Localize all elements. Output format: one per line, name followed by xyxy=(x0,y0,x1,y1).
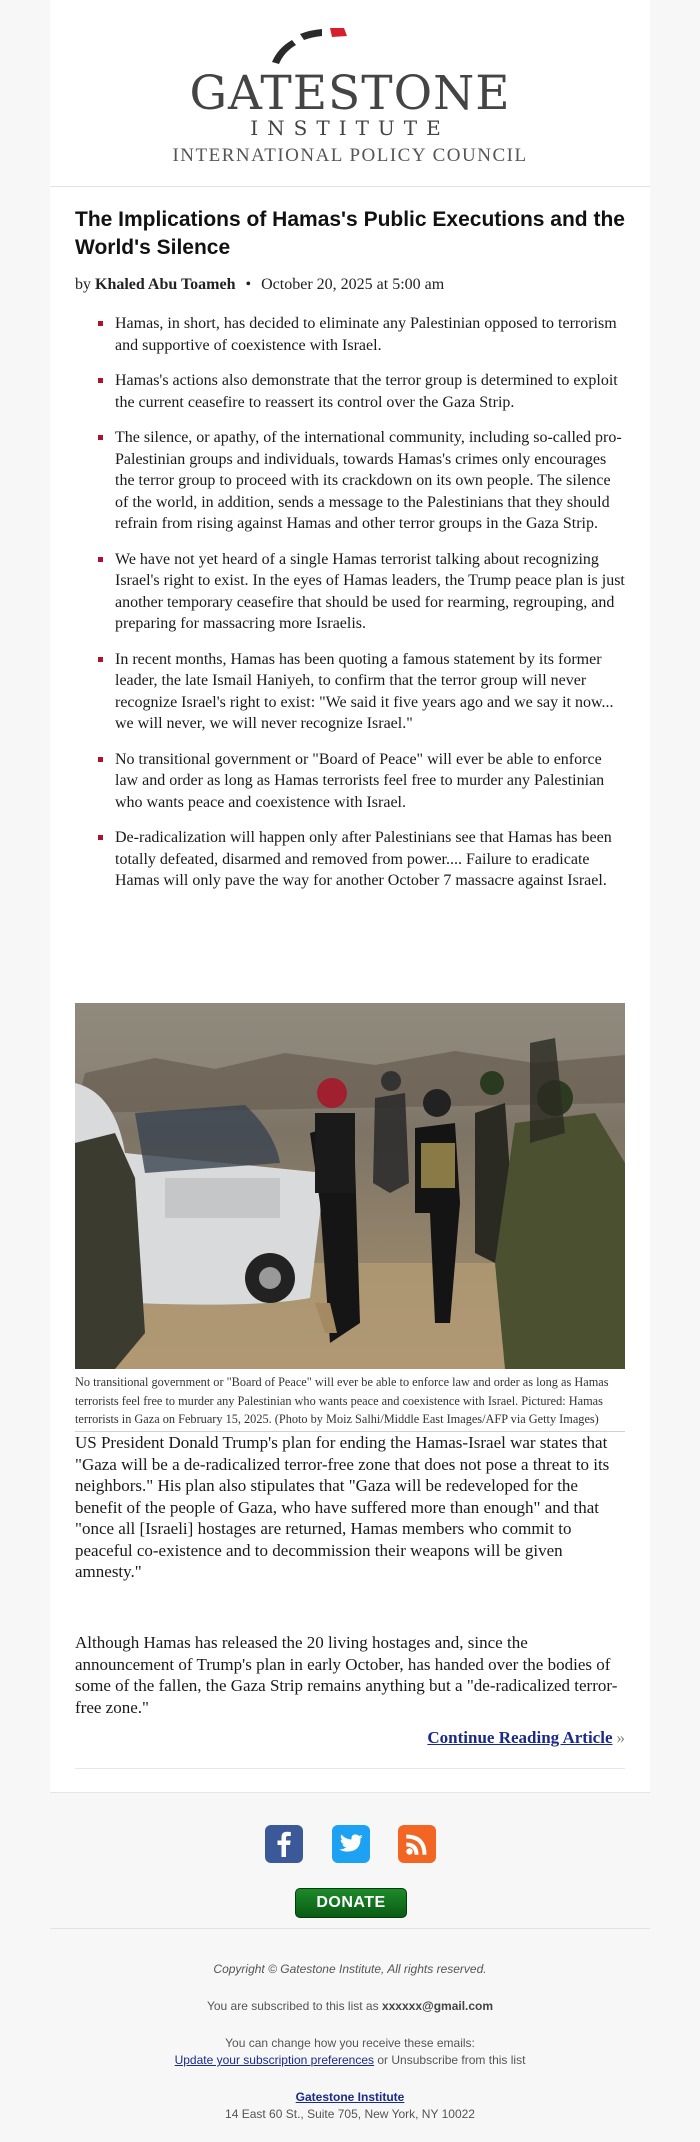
article-title[interactable]: The Implications of Hamas's Public Executions and the World's Silence xyxy=(75,208,625,259)
key-point xyxy=(75,313,625,356)
key-point-text: Hamas's actions also demonstrate that the terror group is determined to exploit the current ceasefire to reassert its control over the Gaza Strip. xyxy=(115,372,618,411)
donate-button[interactable]: DONATE xyxy=(295,1888,407,1918)
author-name[interactable]: Khaled Abu Toameh xyxy=(95,276,236,293)
body-paragraph: Although Hamas has released the 20 living hostages and, since the announcement of Trump's plan in early October, has handed over the bodies of some of the fallen, the Gaza Strip remains anything but a "de-radicalized terror-free zone." xyxy=(75,1633,618,1717)
key-point xyxy=(75,370,625,413)
copyright-text: Copyright © Gatestone Institute, All rights reserved. xyxy=(213,1962,487,1976)
facebook-icon[interactable] xyxy=(264,1824,304,1864)
byline xyxy=(75,276,444,294)
continue-reading-label[interactable]: Continue Reading Article xyxy=(427,1728,613,1747)
twitter-icon[interactable] xyxy=(331,1824,371,1864)
key-point-text: No transitional government or "Board of Peace" will ever be able to enforce law and order as long as Hamas terrorists feel free to murder any Palestinian who wants peace and coexistence with Israel. xyxy=(115,750,605,811)
key-point-text: Hamas, in short, has decided to eliminate any Palestinian opposed to terrorism and supportive of coexistence with Israel. xyxy=(115,315,617,354)
body-paragraph: US President Donald Trump's plan for ending the Hamas-Israel war states that "Gaza will be a de-radicalized terror-free zone that does not pose a threat to its neighbors." His plan also stipulates that "Gaza will be redeveloped for the benefit of the people of Gaza, who have suffered more than enough" and that "once all [Israeli] hostages are returned, Hamas members who commit to peaceful co-existence and to decommission their weapons will be given amnesty." xyxy=(75,1433,610,1581)
photo-caption: No transitional government or "Board of Peace" will ever be able to enforce law and order as long as Hamas terrorists feel free to murder any Palestinian who wants peace and coexistence with Israel. Pictured: Hamas terrorists in Gaza on February 15, 2025. (Photo by Moiz Salhi/Middle East Images/AFP via Getty Images) xyxy=(75,1373,625,1432)
update-preferences-link[interactable]: Update your subscription preferences xyxy=(174,2053,375,2067)
bullet-marker xyxy=(98,557,103,562)
key-point xyxy=(75,549,625,635)
key-point xyxy=(75,749,625,814)
org-address: 14 East 60 St., Suite 705, New York, NY 10022 xyxy=(225,2107,475,2121)
bullet-marker xyxy=(98,657,103,662)
byline-prefix: by xyxy=(75,276,91,293)
bullet-marker xyxy=(98,378,103,383)
key-point-text: De-radicalization will happen only after Palestinians see that Hamas has been totally defeated, disarmed and removed from power.... Failure to eradicate Hamas will only pave the way for another October 7 massacre against Israel. xyxy=(115,829,612,889)
gatestone-logo-mark xyxy=(180,18,520,68)
bullet-marker xyxy=(98,321,103,326)
key-point xyxy=(75,649,625,735)
logo-wordmark: GATESTONE xyxy=(189,66,511,121)
org-name-link[interactable]: Gatestone Institute xyxy=(295,2090,405,2104)
masthead[interactable] xyxy=(50,0,650,187)
preferences-line xyxy=(0,2053,700,2067)
change-emails-text: You can change how you receive these emails: xyxy=(225,2036,475,2050)
double-chevron-right-icon: » xyxy=(616,1728,625,1747)
key-point-text: The silence, or apathy, of the international community, including so-called pro-Palestinian groups and individuals, towards Hamas's crimes only encourages the terror group to proceed with its crackdown on its own people. The silence of the world, in addition, sends a message to the Palestinians that they should refrain from rising against Hamas and other terror groups in the Gaza Strip. xyxy=(115,429,622,532)
subscription-notice xyxy=(0,1999,700,2013)
article-photo[interactable] xyxy=(75,1003,625,1369)
subscriber-email: xxxxxx@gmail.com xyxy=(381,1999,494,2013)
key-point xyxy=(75,427,625,535)
bullet-marker xyxy=(98,757,103,762)
logo-institute: INSTITUTE xyxy=(250,116,450,140)
bullet-marker xyxy=(98,435,103,440)
rss-icon[interactable] xyxy=(397,1824,437,1864)
byline-separator: • xyxy=(245,276,252,293)
publish-date: October 20, 2025 at 5:00 am xyxy=(261,276,445,293)
continue-reading-link[interactable] xyxy=(427,1728,625,1748)
key-points-list xyxy=(75,313,625,906)
divider xyxy=(75,1768,625,1769)
logo-tagline: INTERNATIONAL POLICY COUNCIL xyxy=(172,145,528,166)
newsletter-card xyxy=(50,0,650,1793)
bullet-marker xyxy=(98,835,103,840)
footer-divider xyxy=(50,1928,650,1929)
org-name-line xyxy=(0,2090,700,2104)
subscription-prefix: You are subscribed to this list as xyxy=(206,1999,379,2013)
key-point xyxy=(75,827,625,892)
key-point-text: In recent months, Hamas has been quoting a famous statement by its former leader, the late Ismail Haniyeh, to confirm that the terror group will never recognize Israel's right to exist: "We said it five years ago and we say it now... we will never, we will never recognize Israel." xyxy=(115,650,614,732)
key-point-text: We have not yet heard of a single Hamas terrorist talking about recognizing Israel's right to exist. In the eyes of Hamas leaders, the Trump peace plan is just another temporary ceasefire that should be used for rearming, regrouping, and preparing for massacring more Israelis. xyxy=(115,550,625,632)
unsubscribe-text[interactable]: or Unsubscribe from this list xyxy=(377,2053,526,2067)
